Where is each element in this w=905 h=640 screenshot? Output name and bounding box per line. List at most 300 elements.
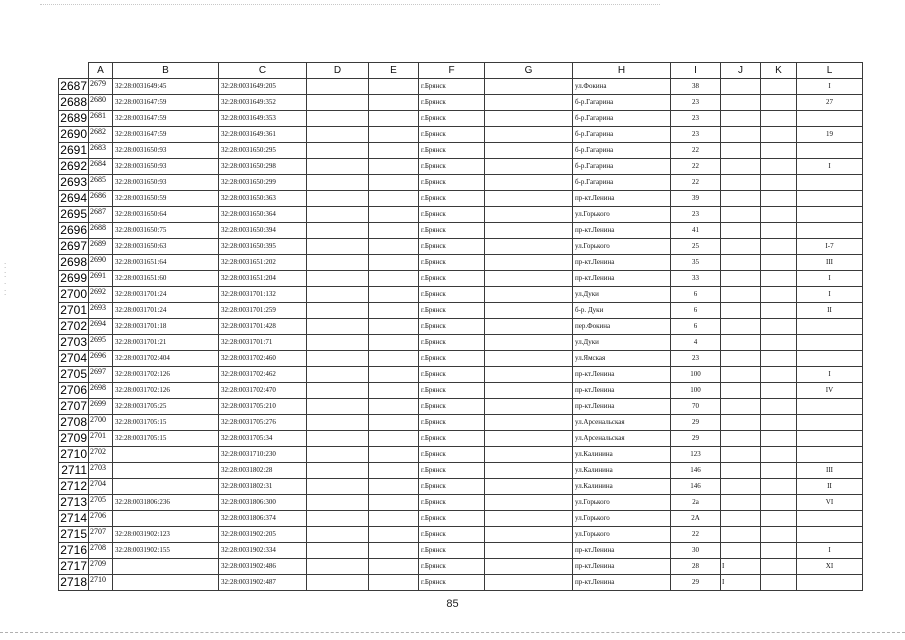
cell-c[interactable]: 32:28:0031710:230: [219, 447, 307, 463]
cell-l[interactable]: I-7: [797, 239, 863, 255]
cell-h[interactable]: ул.Ямская: [573, 351, 671, 367]
cell-l[interactable]: [797, 191, 863, 207]
cell-e[interactable]: [369, 95, 419, 111]
cell-i[interactable]: 35: [671, 255, 721, 271]
row-number[interactable]: 2713: [60, 495, 87, 509]
cell-c[interactable]: 32:28:0031802:31: [219, 479, 307, 495]
cell-a[interactable]: 2706: [89, 511, 113, 527]
cell-l[interactable]: I: [797, 543, 863, 559]
cell-b[interactable]: 32:28:0031650:64: [113, 207, 219, 223]
cell-j[interactable]: [721, 431, 761, 447]
cell-d[interactable]: [307, 271, 369, 287]
cell-e[interactable]: [369, 111, 419, 127]
cell-e[interactable]: [369, 335, 419, 351]
row-number[interactable]: 2709: [60, 431, 87, 445]
cell-i[interactable]: 28: [671, 559, 721, 575]
cell-l[interactable]: [797, 399, 863, 415]
cell-j[interactable]: [721, 463, 761, 479]
cell-i[interactable]: 22: [671, 143, 721, 159]
cell-h[interactable]: б-р.Гагарина: [573, 111, 671, 127]
cell-l[interactable]: [797, 447, 863, 463]
cell-j[interactable]: [721, 127, 761, 143]
cell-l[interactable]: I: [797, 271, 863, 287]
cell-d[interactable]: [307, 159, 369, 175]
cell-j[interactable]: [721, 207, 761, 223]
row-number[interactable]: 2716: [60, 543, 87, 557]
cell-d[interactable]: [307, 239, 369, 255]
cell-b[interactable]: [113, 511, 219, 527]
cell-j[interactable]: [721, 159, 761, 175]
cell-j[interactable]: [721, 239, 761, 255]
cell-a[interactable]: 2694: [89, 319, 113, 335]
column-header-l[interactable]: L: [797, 63, 863, 79]
cell-a[interactable]: 2710: [89, 575, 113, 591]
cell-c[interactable]: 32:28:0031705:210: [219, 399, 307, 415]
cell-e[interactable]: [369, 447, 419, 463]
cell-k[interactable]: [761, 511, 797, 527]
cell-d[interactable]: [307, 415, 369, 431]
cell-e[interactable]: [369, 239, 419, 255]
cell-f[interactable]: г.Брянск: [419, 383, 485, 399]
cell-b[interactable]: [113, 559, 219, 575]
row-number[interactable]: 2693: [60, 175, 87, 189]
cell-f[interactable]: г.Брянск: [419, 223, 485, 239]
column-header-d[interactable]: D: [307, 63, 369, 79]
cell-a[interactable]: 2704: [89, 479, 113, 495]
cell-k[interactable]: [761, 95, 797, 111]
cell-c[interactable]: 32:28:0031651:202: [219, 255, 307, 271]
cell-l[interactable]: [797, 511, 863, 527]
cell-k[interactable]: [761, 399, 797, 415]
row-number[interactable]: 2702: [60, 319, 87, 333]
cell-h[interactable]: б-р.Гагарина: [573, 143, 671, 159]
cell-f[interactable]: г.Брянск: [419, 191, 485, 207]
cell-k[interactable]: [761, 575, 797, 591]
cell-c[interactable]: 32:28:0031650:295: [219, 143, 307, 159]
cell-j[interactable]: [721, 367, 761, 383]
cell-k[interactable]: [761, 191, 797, 207]
cell-k[interactable]: [761, 543, 797, 559]
cell-g[interactable]: [485, 79, 573, 95]
column-header-i[interactable]: I: [671, 63, 721, 79]
cell-f[interactable]: г.Брянск: [419, 207, 485, 223]
column-header-f[interactable]: F: [419, 63, 485, 79]
cell-e[interactable]: [369, 207, 419, 223]
cell-h[interactable]: пр-кт.Ленина: [573, 367, 671, 383]
cell-g[interactable]: [485, 239, 573, 255]
cell-l[interactable]: XI: [797, 559, 863, 575]
row-number[interactable]: 2701: [60, 303, 87, 317]
cell-j[interactable]: [721, 303, 761, 319]
row-number[interactable]: 2704: [60, 351, 87, 365]
cell-i[interactable]: 22: [671, 175, 721, 191]
cell-c[interactable]: 32:28:0031705:276: [219, 415, 307, 431]
row-number[interactable]: 2690: [60, 127, 87, 141]
cell-b[interactable]: 32:28:0031650:75: [113, 223, 219, 239]
cell-i[interactable]: 41: [671, 223, 721, 239]
cell-e[interactable]: [369, 495, 419, 511]
cell-d[interactable]: [307, 95, 369, 111]
row-number[interactable]: 2692: [60, 159, 87, 173]
cell-a[interactable]: 2697: [89, 367, 113, 383]
cell-j[interactable]: [721, 79, 761, 95]
row-number[interactable]: 2714: [60, 511, 87, 525]
cell-h[interactable]: ул.Фокина: [573, 79, 671, 95]
cell-e[interactable]: [369, 511, 419, 527]
cell-b[interactable]: 32:28:0031651:60: [113, 271, 219, 287]
column-header-c[interactable]: C: [219, 63, 307, 79]
cell-h[interactable]: ул.Горького: [573, 239, 671, 255]
cell-b[interactable]: 32:28:0031702:126: [113, 367, 219, 383]
cell-f[interactable]: г.Брянск: [419, 287, 485, 303]
cell-f[interactable]: г.Брянск: [419, 175, 485, 191]
cell-c[interactable]: 32:28:0031650:364: [219, 207, 307, 223]
cell-a[interactable]: 2683: [89, 143, 113, 159]
cell-c[interactable]: 32:28:0031806:374: [219, 511, 307, 527]
cell-d[interactable]: [307, 79, 369, 95]
cell-b[interactable]: 32:28:0031701:21: [113, 335, 219, 351]
cell-k[interactable]: [761, 271, 797, 287]
cell-e[interactable]: [369, 383, 419, 399]
cell-d[interactable]: [307, 543, 369, 559]
cell-i[interactable]: 30: [671, 543, 721, 559]
cell-e[interactable]: [369, 431, 419, 447]
cell-k[interactable]: [761, 127, 797, 143]
cell-l[interactable]: III: [797, 255, 863, 271]
cell-l[interactable]: IV: [797, 383, 863, 399]
cell-f[interactable]: г.Брянск: [419, 431, 485, 447]
column-header-b[interactable]: B: [113, 63, 219, 79]
cell-b[interactable]: 32:28:0031902:155: [113, 543, 219, 559]
cell-k[interactable]: [761, 335, 797, 351]
cell-b[interactable]: 32:28:0031647:59: [113, 95, 219, 111]
cell-h[interactable]: ул.Арсенальская: [573, 431, 671, 447]
cell-d[interactable]: [307, 479, 369, 495]
cell-g[interactable]: [485, 175, 573, 191]
cell-k[interactable]: [761, 431, 797, 447]
cell-f[interactable]: г.Брянск: [419, 399, 485, 415]
cell-k[interactable]: [761, 319, 797, 335]
cell-g[interactable]: [485, 255, 573, 271]
cell-b[interactable]: 32:28:0031650:93: [113, 175, 219, 191]
cell-e[interactable]: [369, 351, 419, 367]
cell-b[interactable]: 32:28:0031705:25: [113, 399, 219, 415]
cell-h[interactable]: б-р.Гагарина: [573, 175, 671, 191]
cell-h[interactable]: пр-кт.Ленина: [573, 383, 671, 399]
cell-k[interactable]: [761, 287, 797, 303]
cell-k[interactable]: [761, 383, 797, 399]
cell-a[interactable]: 2686: [89, 191, 113, 207]
cell-d[interactable]: [307, 191, 369, 207]
cell-b[interactable]: [113, 479, 219, 495]
cell-c[interactable]: 32:28:0031701:132: [219, 287, 307, 303]
cell-e[interactable]: [369, 463, 419, 479]
cell-l[interactable]: [797, 527, 863, 543]
row-number[interactable]: 2698: [60, 255, 87, 269]
cell-f[interactable]: г.Брянск: [419, 511, 485, 527]
cell-i[interactable]: 146: [671, 463, 721, 479]
cell-a[interactable]: 2696: [89, 351, 113, 367]
cell-f[interactable]: г.Брянск: [419, 303, 485, 319]
cell-e[interactable]: [369, 79, 419, 95]
cell-d[interactable]: [307, 559, 369, 575]
row-number[interactable]: 2691: [60, 143, 87, 157]
cell-c[interactable]: 32:28:0031902:487: [219, 575, 307, 591]
cell-a[interactable]: 2679: [89, 79, 113, 95]
row-number[interactable]: 2687: [60, 79, 87, 93]
cell-a[interactable]: 2689: [89, 239, 113, 255]
cell-h[interactable]: пр-кт.Ленина: [573, 271, 671, 287]
cell-b[interactable]: 32:28:0031702:404: [113, 351, 219, 367]
cell-h[interactable]: пр-кт.Ленина: [573, 559, 671, 575]
cell-d[interactable]: [307, 143, 369, 159]
cell-k[interactable]: [761, 447, 797, 463]
cell-d[interactable]: [307, 287, 369, 303]
cell-f[interactable]: г.Брянск: [419, 127, 485, 143]
cell-d[interactable]: [307, 575, 369, 591]
cell-l[interactable]: II: [797, 479, 863, 495]
cell-c[interactable]: 32:28:0031649:205: [219, 79, 307, 95]
cell-i[interactable]: 23: [671, 351, 721, 367]
cell-e[interactable]: [369, 191, 419, 207]
cell-a[interactable]: 2702: [89, 447, 113, 463]
cell-k[interactable]: [761, 255, 797, 271]
cell-k[interactable]: [761, 559, 797, 575]
cell-b[interactable]: 32:28:0031701:24: [113, 303, 219, 319]
cell-f[interactable]: г.Брянск: [419, 111, 485, 127]
cell-d[interactable]: [307, 431, 369, 447]
cell-j[interactable]: I: [721, 575, 761, 591]
cell-i[interactable]: 23: [671, 95, 721, 111]
cell-g[interactable]: [485, 431, 573, 447]
cell-h[interactable]: пр-кт.Ленина: [573, 575, 671, 591]
cell-g[interactable]: [485, 479, 573, 495]
row-number[interactable]: 2705: [60, 367, 87, 381]
cell-h[interactable]: ул.Калинина: [573, 463, 671, 479]
cell-a[interactable]: 2690: [89, 255, 113, 271]
cell-i[interactable]: 25: [671, 239, 721, 255]
cell-a[interactable]: 2687: [89, 207, 113, 223]
cell-e[interactable]: [369, 527, 419, 543]
cell-a[interactable]: 2707: [89, 527, 113, 543]
cell-i[interactable]: 6: [671, 303, 721, 319]
cell-f[interactable]: г.Брянск: [419, 495, 485, 511]
cell-f[interactable]: г.Брянск: [419, 159, 485, 175]
cell-h[interactable]: ул.Горького: [573, 207, 671, 223]
cell-g[interactable]: [485, 319, 573, 335]
row-number[interactable]: 2694: [60, 191, 87, 205]
cell-l[interactable]: I: [797, 79, 863, 95]
cell-a[interactable]: 2682: [89, 127, 113, 143]
cell-e[interactable]: [369, 127, 419, 143]
column-header-e[interactable]: E: [369, 63, 419, 79]
cell-k[interactable]: [761, 79, 797, 95]
cell-e[interactable]: [369, 575, 419, 591]
cell-f[interactable]: г.Брянск: [419, 319, 485, 335]
cell-a[interactable]: 2680: [89, 95, 113, 111]
row-number[interactable]: 2717: [60, 559, 87, 573]
cell-l[interactable]: II: [797, 303, 863, 319]
cell-d[interactable]: [307, 399, 369, 415]
cell-c[interactable]: 32:28:0031650:298: [219, 159, 307, 175]
cell-d[interactable]: [307, 223, 369, 239]
cell-g[interactable]: [485, 447, 573, 463]
cell-l[interactable]: [797, 319, 863, 335]
cell-e[interactable]: [369, 159, 419, 175]
cell-e[interactable]: [369, 415, 419, 431]
cell-b[interactable]: [113, 575, 219, 591]
cell-c[interactable]: 32:28:0031902:205: [219, 527, 307, 543]
cell-g[interactable]: [485, 559, 573, 575]
cell-e[interactable]: [369, 399, 419, 415]
cell-f[interactable]: г.Брянск: [419, 351, 485, 367]
cell-j[interactable]: [721, 255, 761, 271]
cell-j[interactable]: [721, 223, 761, 239]
cell-d[interactable]: [307, 111, 369, 127]
cell-f[interactable]: г.Брянск: [419, 79, 485, 95]
cell-l[interactable]: I: [797, 159, 863, 175]
cell-b[interactable]: 32:28:0031702:126: [113, 383, 219, 399]
cell-b[interactable]: [113, 463, 219, 479]
row-number[interactable]: 2695: [60, 207, 87, 221]
cell-l[interactable]: [797, 335, 863, 351]
cell-a[interactable]: 2688: [89, 223, 113, 239]
cell-f[interactable]: г.Брянск: [419, 447, 485, 463]
cell-b[interactable]: 32:28:0031806:236: [113, 495, 219, 511]
cell-f[interactable]: г.Брянск: [419, 463, 485, 479]
cell-j[interactable]: [721, 351, 761, 367]
cell-k[interactable]: [761, 415, 797, 431]
cell-i[interactable]: 23: [671, 127, 721, 143]
cell-l[interactable]: [797, 143, 863, 159]
cell-e[interactable]: [369, 303, 419, 319]
cell-b[interactable]: 32:28:0031705:15: [113, 415, 219, 431]
cell-h[interactable]: ул.Калинина: [573, 447, 671, 463]
cell-h[interactable]: пр-кт.Ленина: [573, 399, 671, 415]
cell-i[interactable]: 33: [671, 271, 721, 287]
cell-b[interactable]: 32:28:0031647:59: [113, 127, 219, 143]
cell-h[interactable]: ул.Арсенальская: [573, 415, 671, 431]
cell-i[interactable]: 23: [671, 207, 721, 223]
cell-g[interactable]: [485, 399, 573, 415]
column-header-g[interactable]: G: [485, 63, 573, 79]
cell-g[interactable]: [485, 463, 573, 479]
cell-c[interactable]: 32:28:0031650:395: [219, 239, 307, 255]
cell-e[interactable]: [369, 143, 419, 159]
cell-f[interactable]: г.Брянск: [419, 479, 485, 495]
cell-j[interactable]: [721, 543, 761, 559]
cell-c[interactable]: 32:28:0031649:353: [219, 111, 307, 127]
cell-j[interactable]: [721, 143, 761, 159]
cell-k[interactable]: [761, 495, 797, 511]
cell-d[interactable]: [307, 127, 369, 143]
cell-g[interactable]: [485, 207, 573, 223]
cell-g[interactable]: [485, 351, 573, 367]
cell-i[interactable]: 39: [671, 191, 721, 207]
cell-c[interactable]: 32:28:0031701:259: [219, 303, 307, 319]
cell-k[interactable]: [761, 239, 797, 255]
cell-a[interactable]: 2701: [89, 431, 113, 447]
cell-e[interactable]: [369, 271, 419, 287]
cell-g[interactable]: [485, 511, 573, 527]
cell-g[interactable]: [485, 575, 573, 591]
cell-h[interactable]: ул.Горького: [573, 495, 671, 511]
column-header-a[interactable]: A: [89, 63, 113, 79]
row-number[interactable]: 2689: [60, 111, 87, 125]
cell-c[interactable]: 32:28:0031651:204: [219, 271, 307, 287]
cell-b[interactable]: 32:28:0031651:64: [113, 255, 219, 271]
cell-h[interactable]: ул.Дуки: [573, 335, 671, 351]
cell-b[interactable]: 32:28:0031650:63: [113, 239, 219, 255]
cell-b[interactable]: 32:28:0031650:93: [113, 143, 219, 159]
cell-h[interactable]: ул.Горького: [573, 527, 671, 543]
cell-i[interactable]: 23: [671, 111, 721, 127]
cell-j[interactable]: [721, 335, 761, 351]
cell-l[interactable]: [797, 575, 863, 591]
cell-d[interactable]: [307, 367, 369, 383]
cell-k[interactable]: [761, 303, 797, 319]
cell-i[interactable]: 123: [671, 447, 721, 463]
cell-c[interactable]: 32:28:0031802:28: [219, 463, 307, 479]
cell-i[interactable]: 2А: [671, 511, 721, 527]
cell-k[interactable]: [761, 175, 797, 191]
cell-k[interactable]: [761, 527, 797, 543]
cell-c[interactable]: 32:28:0031702:462: [219, 367, 307, 383]
cell-g[interactable]: [485, 287, 573, 303]
cell-c[interactable]: 32:28:0031650:394: [219, 223, 307, 239]
cell-i[interactable]: 22: [671, 159, 721, 175]
cell-c[interactable]: 32:28:0031649:352: [219, 95, 307, 111]
cell-j[interactable]: [721, 175, 761, 191]
cell-h[interactable]: пр-кт.Ленина: [573, 191, 671, 207]
row-number[interactable]: 2718: [60, 575, 87, 589]
cell-i[interactable]: 22: [671, 527, 721, 543]
cell-a[interactable]: 2685: [89, 175, 113, 191]
cell-b[interactable]: 32:28:0031705:15: [113, 431, 219, 447]
cell-f[interactable]: г.Брянск: [419, 95, 485, 111]
cell-e[interactable]: [369, 559, 419, 575]
cell-d[interactable]: [307, 351, 369, 367]
cell-j[interactable]: [721, 479, 761, 495]
row-number[interactable]: 2699: [60, 271, 87, 285]
cell-a[interactable]: 2691: [89, 271, 113, 287]
cell-h[interactable]: б-р.Гагарина: [573, 127, 671, 143]
cell-g[interactable]: [485, 111, 573, 127]
cell-f[interactable]: г.Брянск: [419, 527, 485, 543]
cell-g[interactable]: [485, 95, 573, 111]
cell-a[interactable]: 2705: [89, 495, 113, 511]
cell-j[interactable]: [721, 95, 761, 111]
cell-g[interactable]: [485, 495, 573, 511]
cell-l[interactable]: [797, 175, 863, 191]
cell-a[interactable]: 2695: [89, 335, 113, 351]
cell-i[interactable]: 6: [671, 319, 721, 335]
cell-f[interactable]: г.Брянск: [419, 575, 485, 591]
cell-e[interactable]: [369, 223, 419, 239]
cell-k[interactable]: [761, 143, 797, 159]
cell-i[interactable]: 70: [671, 399, 721, 415]
cell-f[interactable]: г.Брянск: [419, 335, 485, 351]
cell-b[interactable]: 32:28:0031647:59: [113, 111, 219, 127]
cell-g[interactable]: [485, 335, 573, 351]
cell-a[interactable]: 2684: [89, 159, 113, 175]
cell-d[interactable]: [307, 463, 369, 479]
cell-f[interactable]: г.Брянск: [419, 543, 485, 559]
cell-d[interactable]: [307, 527, 369, 543]
cell-l[interactable]: [797, 111, 863, 127]
cell-b[interactable]: 32:28:0031650:59: [113, 191, 219, 207]
row-number[interactable]: 2688: [60, 95, 87, 109]
